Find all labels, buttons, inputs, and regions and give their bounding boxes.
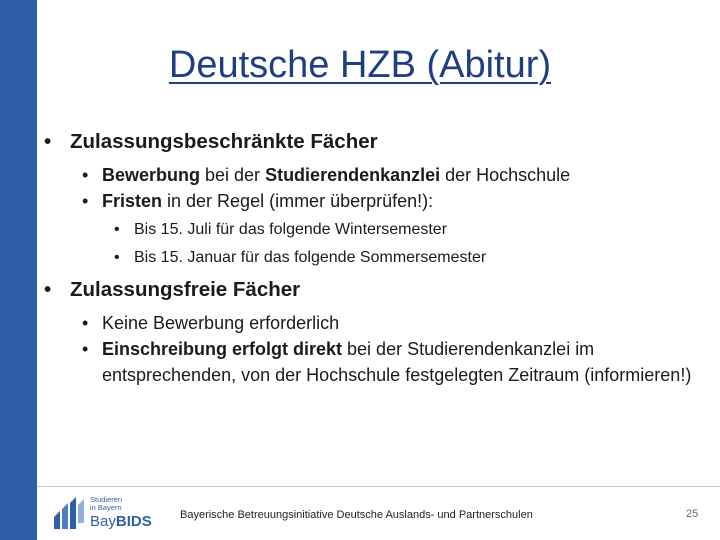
- sub-list-item: • Bis 15. Januar für das folgende Sommersemester: [44, 244, 714, 272]
- footer-divider: [37, 486, 720, 487]
- bullet: •: [114, 221, 120, 238]
- bullet: •: [44, 130, 52, 153]
- list-item: • Keine Bewerbung erforderlich: [44, 310, 714, 336]
- baybids-logo: [50, 493, 160, 533]
- list-item: • Bewerbung bei der Studierendenkanzlei der Hochschule: [44, 162, 714, 188]
- list-item: • Einschreibung erfolgt direkt bei der Studierendenkanzlei im entsprechenden, von der Hochschule festgelegten Zeitraum (informieren!): [44, 336, 692, 388]
- logo-wordmark: BayBIDS: [90, 513, 152, 530]
- logo-text: Studieren: [90, 495, 123, 504]
- page-number: 25: [686, 508, 699, 520]
- logo-stripes-icon: [52, 495, 86, 529]
- section-heading-free: • Zulassungsfreie Fächer: [44, 278, 301, 301]
- section-heading-restricted: • Zulassungsbeschränkte Fächer: [44, 130, 378, 153]
- bullet: •: [114, 249, 120, 266]
- bullet: •: [82, 339, 89, 359]
- logo-text: in Bayern: [90, 503, 122, 512]
- bullet: •: [82, 191, 89, 211]
- list-item: • Fristen in der Regel (immer überprüfen!):: [44, 188, 714, 214]
- bullet: •: [82, 165, 89, 185]
- footer-text: Bayerische Betreuungsinitiative Deutsche Auslands- und Partnerschulen: [180, 509, 533, 521]
- bullet: •: [44, 278, 52, 301]
- bullet: •: [82, 313, 89, 333]
- slide-content: [44, 130, 714, 388]
- sub-list-item: • Bis 15. Juli für das folgende Wintersemester: [44, 216, 714, 244]
- slide-title: Deutsche HZB (Abitur): [168, 44, 552, 86]
